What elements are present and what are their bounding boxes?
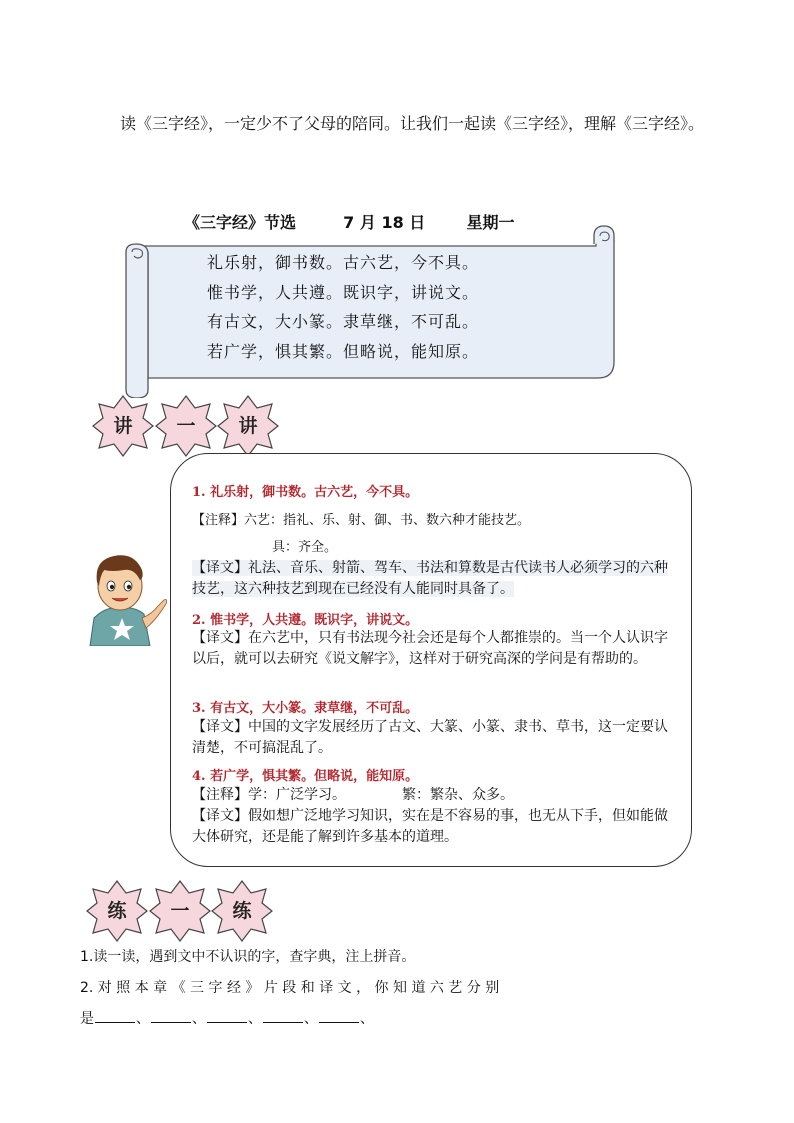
selection-date: 7 月 18 日 — [343, 213, 426, 232]
talk-badge-3: 讲 — [217, 395, 279, 457]
talk-badge-2: 一 — [155, 395, 217, 457]
section-4-title: 4. 若广学，惧其繁。但略说，能知原。 — [192, 769, 419, 784]
answer-blank[interactable] — [151, 1010, 191, 1023]
section-4-translation: 【译文】假如想广泛地学习知识，实在是不容易的事，也无从下手，但如能做大体研究，还是能了解到许多基本的道理。 — [192, 808, 668, 845]
section-1-note: 【注释】六艺：指礼、乐、射、御、书、数六种才能技艺。 — [192, 513, 531, 528]
selection-weekday: 星期一 — [466, 213, 515, 232]
section-3-title: 3. 有古文，大小篆。隶草继，不可乱。 — [192, 701, 419, 716]
poem-line: 惟书学，人共遵。既识字，讲说文。 — [207, 282, 480, 302]
intro-paragraph: 读《三字经》，一定少不了父母的陪同。让我们一起读《三字经》，理解《三字经》。 — [120, 114, 705, 133]
exercise-1: 1.读一读，遇到文中不认识的字，查字典，注上拼音。 — [80, 949, 416, 965]
section-2-translation: 【译文】在六艺中，只有书法现今社会还是每个人都推崇的。当一个人认识字以后，就可以去研究《说文解字》，这样对于研究高深的学问是有帮助的。 — [192, 630, 668, 667]
section-2-title: 2. 惟书学，人共遵。既识字，讲说文。 — [192, 613, 419, 628]
exercise-2: 2. 对 照 本 章 《 三 字 经 》 片 段 和 译 文 ， 你 知 道 六 艺 分 别 — [80, 980, 500, 996]
section-1-translation: 【译文】礼法、音乐、射箭、驾车、书法和算数是古代读书人必须学习的六种技艺，这六种技艺到现在已经没有人能同时具备了。 — [192, 560, 668, 597]
section-1-title: 1. 礼乐射，御书数。古六艺，今不具。 — [192, 485, 419, 500]
exercise-2-blanks: 是 、 、 、 、 、 — [80, 1011, 374, 1027]
section-4-note: 【注释】学：广泛学习。 繁：繁杂、众多。 — [192, 787, 514, 803]
practice-badge-1: 练 — [86, 880, 148, 942]
answer-blank[interactable] — [207, 1010, 247, 1023]
answer-blank[interactable] — [319, 1010, 359, 1023]
section-3-translation: 【译文】中国的文字发展经历了古文、大篆、小篆、隶书、草书，这一定要认清楚，不可搞混乱了。 — [192, 719, 668, 756]
boy-illustration — [84, 548, 170, 646]
practice-badge-2: 一 — [149, 880, 211, 942]
answer-blank[interactable] — [95, 1010, 135, 1023]
practice-badge-3: 练 — [211, 880, 273, 942]
poem-line: 有古文，大小篆。隶草继，不可乱。 — [207, 312, 480, 331]
selection-title: 《三字经》节选 — [184, 213, 297, 232]
poem-line: 若广学，惧其繁。但略说，能知原。 — [207, 341, 480, 361]
poem-line: 礼乐射，御书数。古六艺，今不具。 — [207, 253, 480, 272]
section-1-note-2: 具：齐全。 — [272, 540, 338, 555]
answer-blank[interactable] — [263, 1010, 303, 1023]
poem-block — [205, 252, 481, 370]
talk-badge-1: 讲 — [92, 395, 154, 457]
